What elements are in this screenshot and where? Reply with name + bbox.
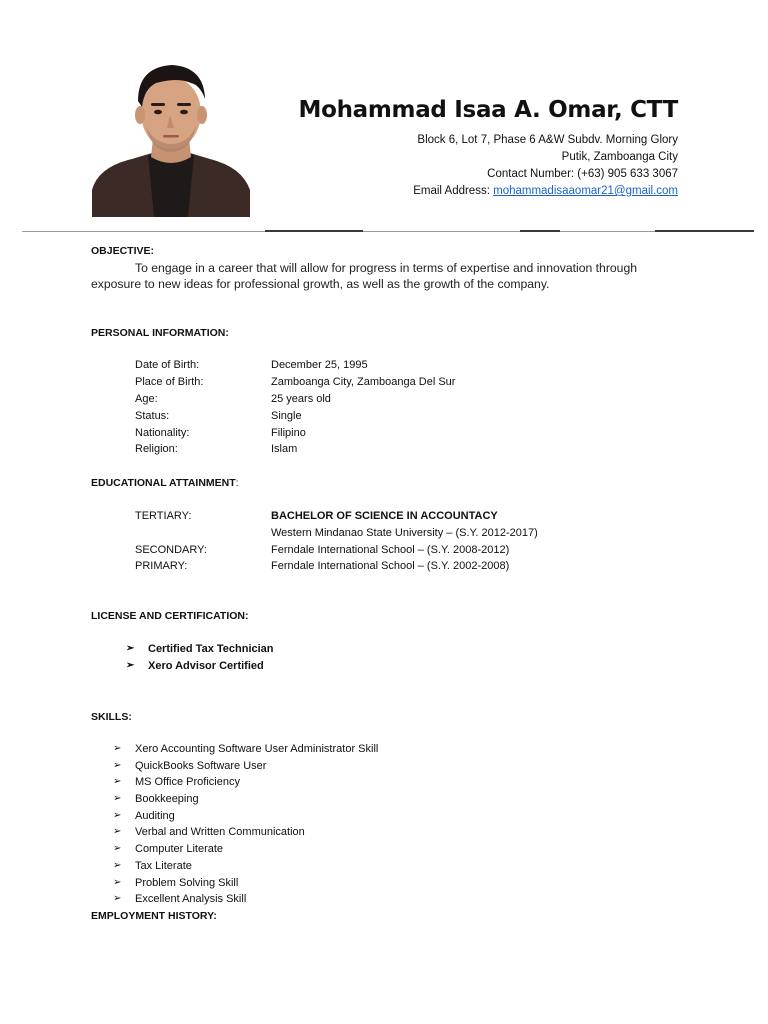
arrowhead-bullet-icon: ➢ (113, 843, 122, 855)
skill-item: Auditing (135, 809, 175, 822)
education-school: Ferndale International School – (S.Y. 2002-2008) (271, 560, 510, 572)
list-item (113, 841, 378, 858)
skill-item: Excellent Analysis Skill (135, 893, 247, 906)
skills-heading: SKILLS: (91, 711, 132, 723)
personal-info-heading: PERSONAL INFORMATION: (91, 327, 229, 339)
education-level-label: PRIMARY: (135, 560, 188, 572)
list-item (113, 891, 378, 908)
skill-item: Verbal and Written Communication (135, 826, 305, 839)
license-heading: LICENSE AND CERTIFICATION: (91, 610, 249, 622)
personal-value: December 25, 1995 (271, 359, 368, 371)
personal-value: Zamboanga City, Zamboanga Del Sur (271, 376, 456, 388)
personal-label: Status: (135, 410, 170, 422)
profile-photo-illustration (92, 55, 250, 217)
education-school: Ferndale International School – (S.Y. 2008-2012) (271, 544, 510, 556)
objective-heading: OBJECTIVE: (91, 245, 155, 257)
objective-text (91, 260, 681, 292)
personal-value: 25 years old (271, 393, 331, 405)
arrowhead-bullet-icon: ➢ (113, 859, 122, 871)
header-divider (22, 231, 754, 232)
list-item (126, 641, 274, 658)
arrowhead-bullet-icon: ➢ (113, 893, 122, 905)
arrowhead-bullet-icon: ➢ (113, 793, 122, 805)
personal-label: Place of Birth: (135, 376, 204, 388)
list-item (113, 774, 378, 791)
skill-item: MS Office Proficiency (135, 776, 240, 789)
personal-value: Islam (271, 443, 298, 455)
arrowhead-bullet-icon: ➢ (113, 826, 122, 838)
objective-body: To engage in a career that will allow for progress in terms of expertise and innovation through exposure to new ideas for professional growth, as well as the growth of the company. (91, 261, 637, 291)
email-link[interactable]: mohammadisaaomar21@gmail.com (493, 185, 678, 197)
email-line (298, 183, 678, 200)
personal-label: Religion: (135, 443, 178, 455)
skill-item: QuickBooks Software User (135, 759, 267, 772)
license-item: Xero Advisor Certified (148, 659, 264, 672)
profile-photo (92, 55, 250, 217)
skill-item: Tax Literate (135, 859, 192, 872)
arrowhead-bullet-icon: ➢ (126, 643, 135, 654)
skill-item: Xero Accounting Software User Administrator Skill (135, 743, 379, 755)
personal-value: Filipino (271, 427, 306, 439)
education-heading-colon: : (235, 477, 239, 489)
education-heading-text: EDUCATIONAL ATTAINMENT (91, 477, 236, 489)
personal-value: Single (271, 410, 302, 422)
arrowhead-bullet-icon: ➢ (113, 809, 122, 821)
arrowhead-bullet-icon: ➢ (113, 776, 122, 788)
skill-item: Computer Literate (135, 843, 224, 856)
address-line-2: Putik, Zamboanga City (561, 151, 678, 163)
arrowhead-bullet-icon: ➢ (126, 659, 135, 671)
education-heading (91, 477, 239, 489)
personal-label: Date of Birth: (135, 359, 200, 371)
list-item (113, 791, 378, 808)
list-item (113, 875, 378, 892)
education-level-label: TERTIARY: (135, 510, 192, 522)
address-line-1: Block 6, Lot 7, Phase 6 A&W Subdv. Morning Glory (417, 134, 678, 146)
education-level-label: SECONDARY: (135, 544, 207, 556)
license-list (126, 641, 274, 674)
education-school: Western Mindanao State University – (S.Y. 2012-2017) (271, 527, 538, 539)
skill-item: Problem Solving Skill (135, 876, 239, 889)
personal-label: Nationality: (135, 427, 190, 439)
divider-accent-right (655, 230, 754, 232)
list-item (113, 858, 378, 875)
arrowhead-bullet-icon: ➢ (113, 876, 122, 888)
license-item: Certified Tax Technician (148, 643, 274, 655)
arrowhead-bullet-icon: ➢ (113, 743, 122, 754)
education-degree: BACHELOR OF SCIENCE IN ACCOUNTACY (271, 510, 498, 522)
resume-header (298, 96, 678, 200)
divider-accent-mid (520, 230, 560, 232)
contact-number: Contact Number: (+63) 905 633 3067 (487, 168, 678, 180)
skill-item: Bookkeeping (135, 793, 199, 806)
employment-heading: EMPLOYMENT HISTORY: (91, 910, 217, 922)
list-item (113, 758, 378, 775)
arrowhead-bullet-icon: ➢ (113, 759, 122, 771)
list-item (113, 824, 378, 841)
applicant-name: Mohammad Isaa A. Omar, CTT (298, 97, 678, 123)
email-label: Email Address: (413, 185, 494, 197)
skills-list (113, 741, 378, 908)
personal-label: Age: (135, 393, 158, 405)
list-item (113, 741, 378, 758)
list-item (126, 658, 274, 675)
list-item (113, 808, 378, 825)
divider-accent-left (265, 230, 363, 232)
